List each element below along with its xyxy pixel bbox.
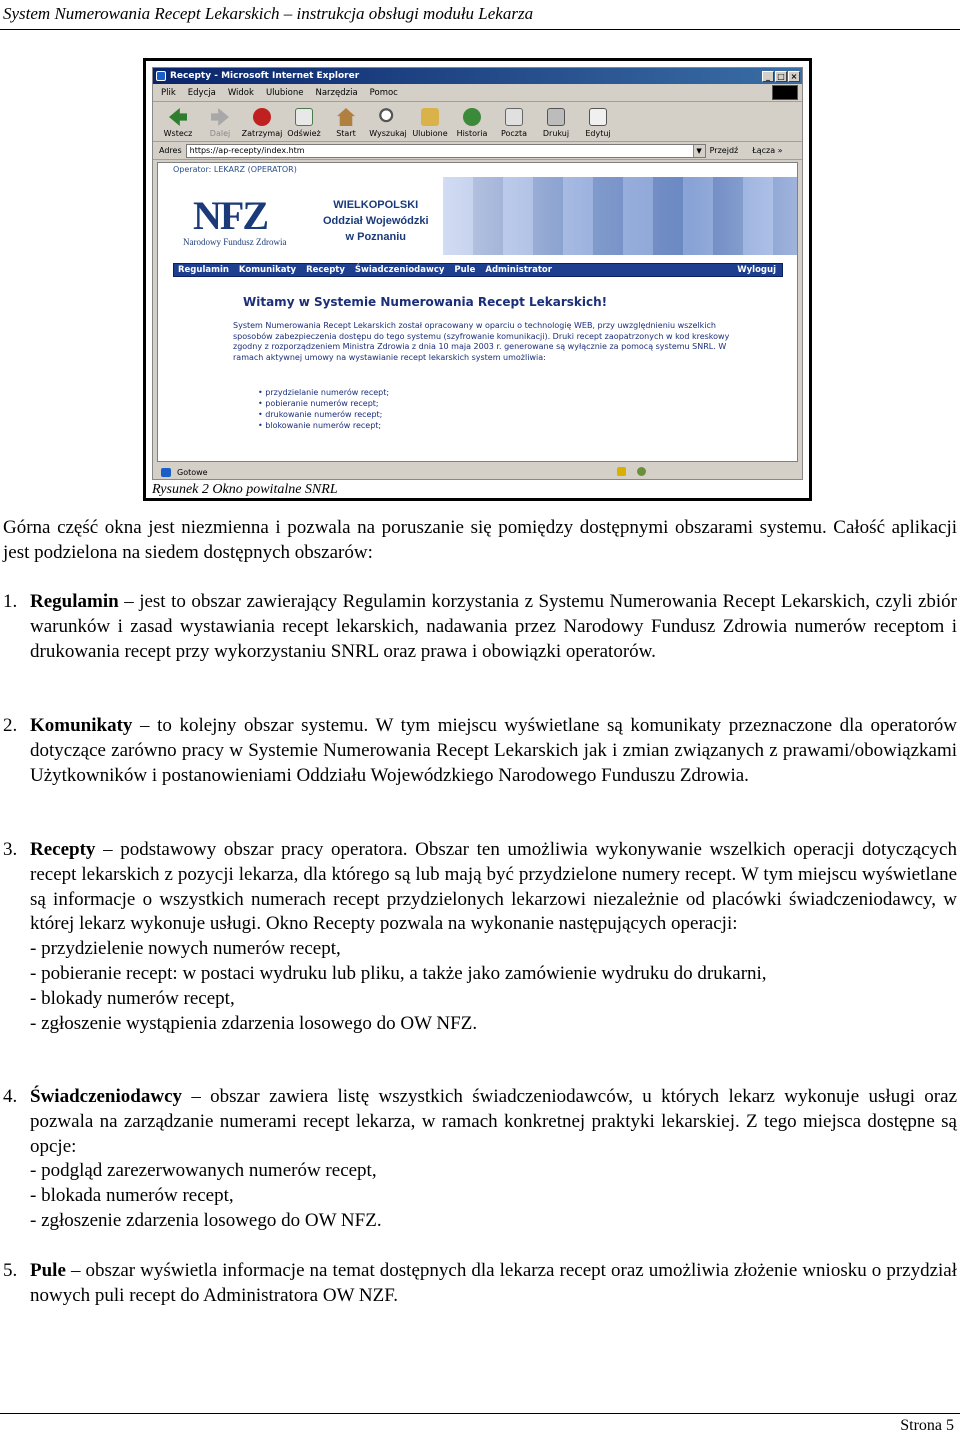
welcome-text: System Numerowania Recept Lekarskich został opracowany w oparciu o technologię WEB, przy uwzględnieniu wszelkich sposobów zabezpieczenia dostępu do tego systemu (szyfrowanie komunikacji). Druki recept zaopatrzonych w kod kreskowy zgodny z rozporządzeniem Ministra Zdrowia z dnia 10 maja 2003 r. generowane są wyłącznie za pomocą systemu SNRL. W ramach aktywnej umowy na wystawianie recept lekarskich system umożliwia: (233, 321, 730, 362)
welcome-heading: Witamy w Systemie Numerowania Recept Lekarskich! (243, 295, 608, 309)
address-value: https://ap-recepty/index.htm (189, 146, 305, 155)
search-icon (379, 108, 397, 126)
nav-swiadczeniodawcy[interactable]: Świadczeniodawcy (354, 265, 445, 275)
running-header: System Numerowania Recept Lekarskich – instrukcja obsługi modułu Lekarza (3, 4, 534, 23)
list-item: - blokada numerów recept, (30, 1185, 234, 1207)
logout-button[interactable]: Wyloguj (737, 265, 776, 275)
page-number: Strona 5 (900, 1417, 954, 1434)
banner-photo (443, 177, 798, 255)
nav-komunikaty[interactable]: Komunikaty (238, 265, 297, 275)
edit-icon (589, 108, 607, 126)
figure (143, 58, 812, 501)
list-item: • drukowanie numerów recept; (258, 409, 389, 420)
print-icon (547, 108, 565, 126)
statusbar (157, 466, 800, 478)
status-text: Gotowe (177, 467, 208, 477)
stop-icon (253, 108, 271, 126)
minimize-button[interactable]: _ (762, 71, 774, 82)
item-recepty: 3. Recepty – podstawowy obszar pracy operatora. Obszar ten umożliwia wykonywanie wszelkich operacji dotyczących recept lekarskich z pozycji lekarza, dla którego są lub mają być przydzielone numery recept. W tym miejscu wyświetlane są informacje o wszystkich numerach recept przydzielonych lekarzowi niezależnie od placówki świadczeniodawcy, w której lekarz wykonuje usługi. Okno Recepty pozwala na wykonanie następujących operacji: - przydzielenie nowych numerów recept, - pobieranie recept: w postaci wydruku lub pliku, a także jako zamówienie wydruku do drukarni, - blokady numerów recept, - zgłoszenie wystąpienia zdarzenia losowego do OW NFZ. (3, 838, 957, 1036)
list-item: - blokady numerów recept, (30, 987, 235, 1009)
windows-logo-icon (772, 85, 798, 100)
home-icon (337, 108, 355, 126)
list-item: - zgłoszenie wystąpienia zdarzenia losowego do OW NFZ. (30, 1012, 478, 1034)
list-item: • pobieranie numerów recept; (258, 398, 389, 409)
address-input[interactable] (186, 144, 706, 158)
list-item: - zgłoszenie zdarzenia losowego do OW NFZ. (30, 1209, 382, 1231)
print-button[interactable]: Drukuj (537, 108, 575, 138)
item-pule: 5. Pule – obszar wyświetla informacje na temat dostępnych dla lekarza recept oraz umożliwia złożenie wniosku o przydział nowych puli recept do Administratora OW NZF. (3, 1260, 957, 1306)
item-swiadczeniodawcy: 4. Świadczeniodawcy – obszar zawiera listę wszystkich świadczeniodawców, u których lekarz wykonuje usługi oraz pozwala na zarządzanie numerami recept lekarza, w ramach konkretnej praktyki lekarskiej. Z tego miejsca dostępne są opcje: - podgląd zarezerwowanych numerów recept, - blokada numerów recept, - zgłoszenie zdarzenia losowego do OW NFZ. (3, 1085, 957, 1234)
forward-button[interactable]: Dalej (201, 108, 239, 138)
operator-line: Operator: LEKARZ (OPERATOR) (173, 165, 297, 174)
menu-plik[interactable]: Plik (161, 87, 176, 98)
toolbar (153, 102, 802, 142)
menu-widok[interactable]: Widok (227, 87, 254, 98)
menu-ulubione[interactable]: Ulubione (265, 87, 304, 98)
back-button[interactable]: Wstecz (159, 108, 197, 138)
ie-icon (156, 71, 166, 81)
nfz-logo: NFZ (193, 193, 267, 238)
history-icon (463, 108, 481, 126)
back-icon (169, 108, 187, 126)
favorites-icon (421, 108, 439, 126)
zone-icon (637, 467, 646, 476)
item-regulamin: 1. Regulamin – jest to obszar zawierający Regulamin korzystania z Systemu Numerowania Recept Lekarskich, czyli zbiór warunków i zasad wystawiania recept lekarskich, nadawania przez Narodowy Fundusz Zdrowia numerów receptom i drukowania recept przy wykorzystaniu SNRL oraz prawa i obowiązki operatorów. (3, 591, 957, 662)
nav-pule[interactable]: Pule (454, 265, 476, 275)
nav-regulamin[interactable]: Regulamin (178, 265, 229, 275)
menu-narzedzia[interactable]: Narzędzia (315, 87, 358, 98)
capability-list (258, 387, 389, 431)
menu-edycja[interactable]: Edycja (187, 87, 216, 98)
header-rule (0, 29, 960, 30)
chevron-down-icon[interactable]: ▼ (693, 145, 705, 157)
maximize-button[interactable]: □ (775, 71, 787, 82)
page-viewport (157, 162, 798, 462)
links-button[interactable]: Łącza » (752, 146, 783, 155)
mail-button[interactable]: Poczta (495, 108, 533, 138)
home-button[interactable]: Start (327, 108, 365, 138)
list-item: • blokowanie numerów recept; (258, 420, 389, 431)
nfz-subtitle: Narodowy Fundusz Zdrowia (183, 237, 287, 247)
menu-pomoc[interactable]: Pomoc (369, 87, 398, 98)
page-icon (161, 468, 171, 477)
search-button[interactable]: Wyszukaj (369, 108, 407, 138)
figure-caption: Rysunek 2 Okno powitalne SNRL (152, 482, 338, 497)
browser-title: Recepty - Microsoft Internet Explorer (170, 71, 360, 81)
list-item: - pobieranie recept: w postaci wydruku lub pliku, a także jako zamówienie wydruku do drukarni, (30, 962, 767, 984)
nav-bar (173, 263, 783, 277)
item-komunikaty: 2. Komunikaty – to kolejny obszar systemu. W tym miejscu wyświetlane są komunikaty przeznaczone dla operatorów dotyczące zarówno pracy w Systemie Numerowania Recept Lekarskich jak i zmian związanych z prawami/obowiązkami Użytkowników i postanowieniami Oddziału Wojewódzkiego Narodowego Funduszu Zdrowia. (3, 715, 957, 786)
addressbar (153, 142, 802, 160)
footer-rule (0, 1413, 960, 1414)
list-item: - podgląd zarezerwowanych numerów recept, (30, 1160, 377, 1182)
intro-paragraph: Górna część okna jest niezmienna i pozwala na poruszanie się pomiędzy dostępnymi obszarami systemu. Całość aplikacji jest podzielona na siedem dostępnych obszarów: (3, 517, 957, 563)
edit-button[interactable]: Edytuj (579, 108, 617, 138)
browser-titlebar (153, 68, 802, 84)
forward-icon (211, 108, 229, 126)
list-item: - przydzielenie nowych numerów recept, (30, 938, 341, 960)
stop-button[interactable]: Zatrzymaj (243, 108, 281, 138)
history-button[interactable]: Historia (453, 108, 491, 138)
nav-administrator[interactable]: Administrator (485, 265, 552, 275)
close-button[interactable]: × (788, 71, 800, 82)
favorites-button[interactable]: Ulubione (411, 108, 449, 138)
address-label: Adres (159, 146, 182, 155)
banner (173, 177, 798, 255)
refresh-icon (295, 108, 313, 126)
list-item: • przydzielanie numerów recept; (258, 387, 389, 398)
menubar (153, 84, 802, 102)
lock-icon (617, 467, 626, 476)
region-name: WIELKOPOLSKI Oddział Wojewódzki w Poznaniu (323, 199, 429, 243)
refresh-button[interactable]: Odśwież (285, 108, 323, 138)
browser-window (152, 67, 803, 480)
nav-recepty[interactable]: Recepty (306, 265, 345, 275)
mail-icon (505, 108, 523, 126)
go-button[interactable]: Przejdź (709, 146, 739, 155)
